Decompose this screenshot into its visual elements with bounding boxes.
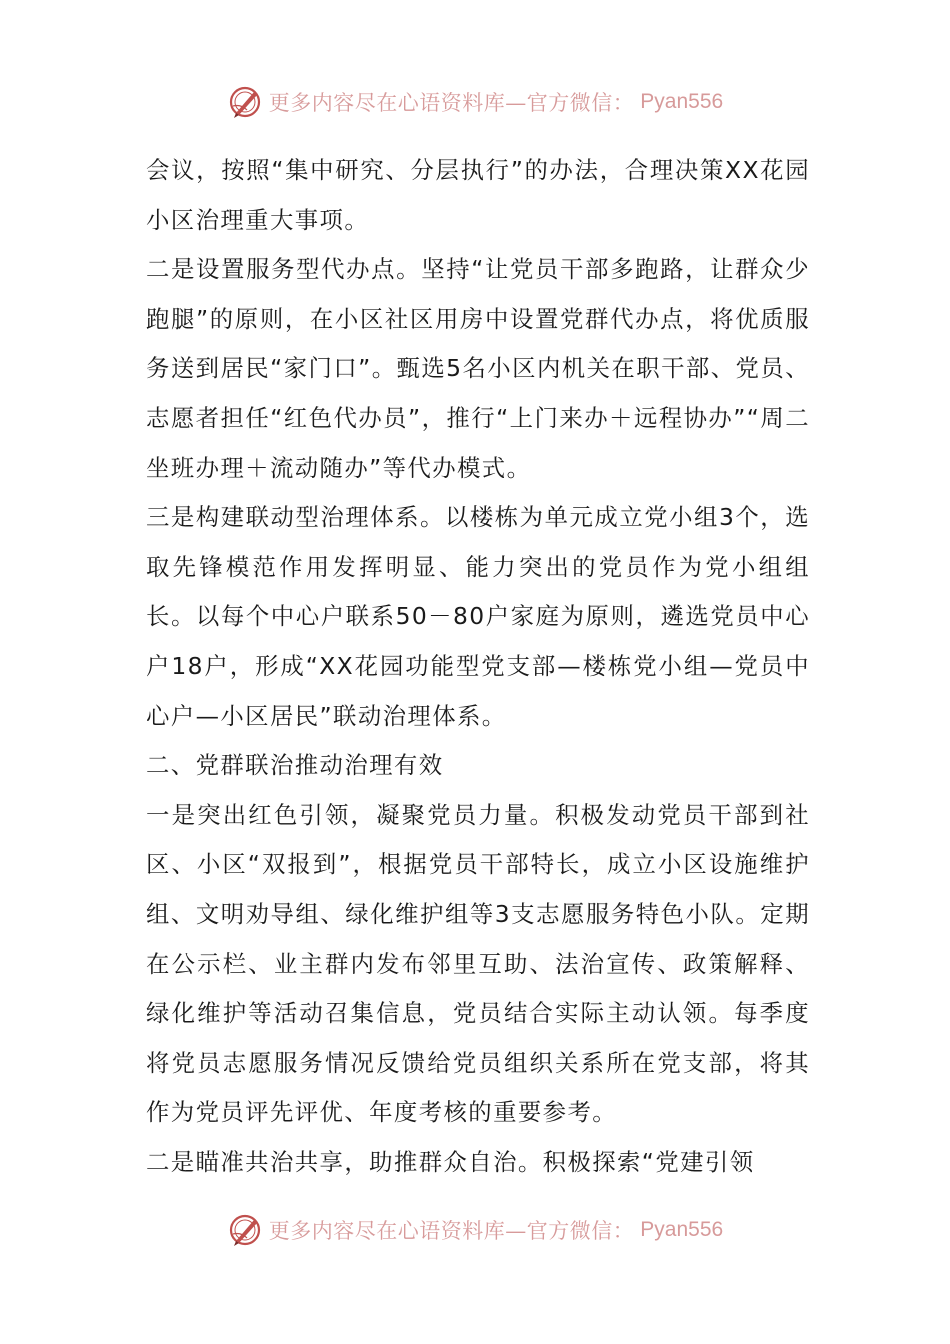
watermark-text: 更多内容尽在心语资料库—官方微信： (268, 1219, 635, 1243)
paragraph: 三是构建联动型治理体系。以楼栋为单元成立党小组3个，选取先锋模范作用发挥明显、能力突出的党员作为党小组组长。以每个中心户联系50－80户家庭为原则，遴选党员中心户18户，形成“XX花园功能型党支部—楼栋党小组—党员中心户—小区居民”联动治理体系。 (146, 503, 810, 730)
pen-circle-icon (227, 84, 263, 120)
watermark-header (0, 80, 950, 124)
paragraph: 二是设置服务型代办点。坚持“让党员干部多跑路，让群众少跑腿”的原则，在小区社区用房中设置党群代办点，将优质服务送到居民“家门口”。甄选5名小区内机关在职干部、党员、志愿者担任“红色代办员”，推行“上门来办＋远程协办”“周二坐班办理＋流动随办”等代办模式。 (146, 255, 810, 482)
pen-circle-icon (227, 1212, 263, 1248)
document-body (146, 146, 810, 1187)
paragraph: 会议，按照“集中研究、分层执行”的办法，合理决策XX花园小区治理重大事项。 (146, 156, 810, 234)
watermark-footer (0, 1208, 950, 1252)
paragraph: 二是瞄准共治共享，助推群众自治。积极探索“党建引领 (146, 1147, 755, 1176)
watermark-text: 更多内容尽在心语资料库—官方微信： (268, 91, 635, 115)
watermark-wechat-id: Pyan556 (640, 1218, 724, 1241)
watermark-wechat-id: Pyan556 (640, 90, 724, 113)
paragraph: 一是突出红色引领，凝聚党员力量。积极发动党员干部到社区、小区“双报到”，根据党员干部特长，成立小区设施维护组、文明劝导组、绿化维护组等3支志愿服务特色小队。定期在公示栏、业主群内发布邻里互助、法治宣传、政策解释、绿化维护等活动召集信息，党员结合实际主动认领。每季度将党员志愿服务情况反馈给党员组织关系所在党支部，将其作为党员评先评优、年度考核的重要参考。 (146, 800, 810, 1127)
section-heading: 二、党群联治推动治理有效 (146, 751, 444, 780)
